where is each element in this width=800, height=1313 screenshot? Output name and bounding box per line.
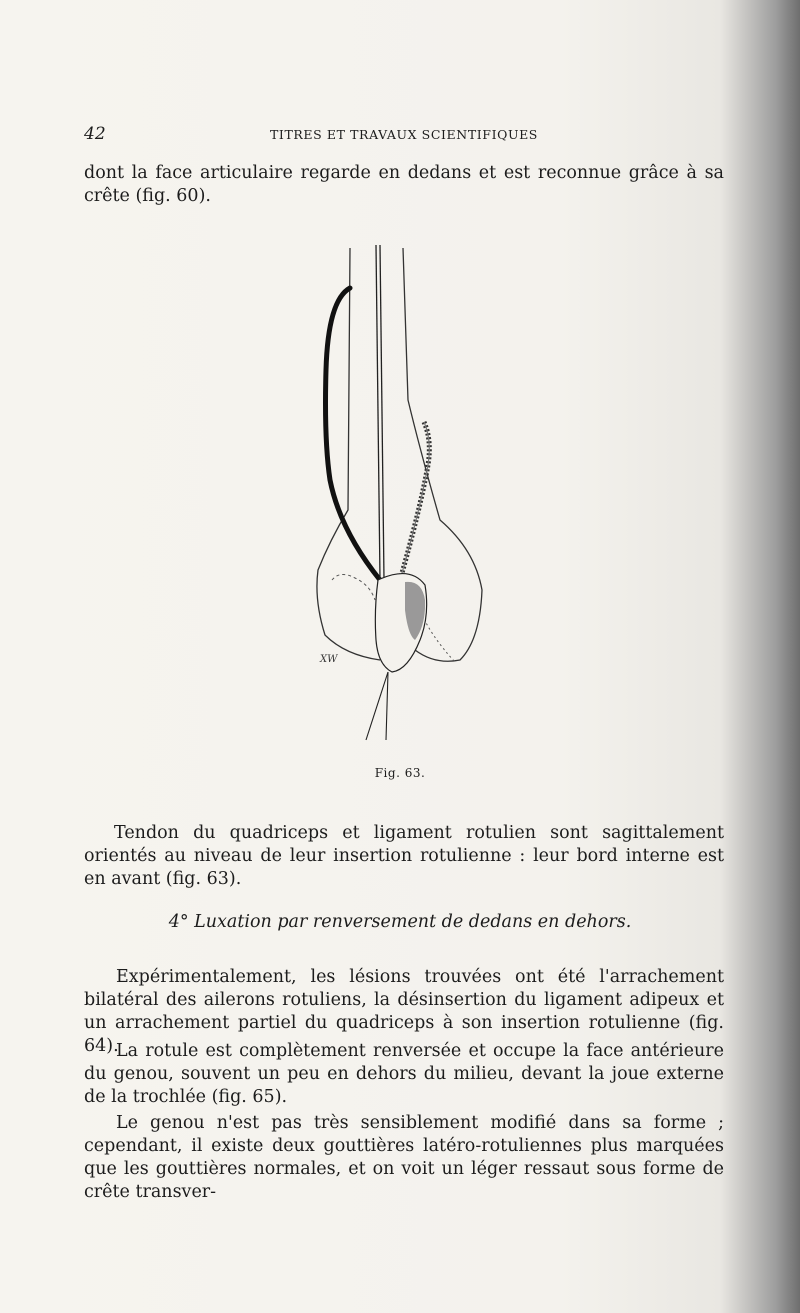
paragraph-intro: dont la face articulaire regarde en dedans et est reconnue grâce à sa crête (fig. 60). bbox=[84, 163, 724, 206]
patellar-ligament-2 bbox=[386, 672, 388, 740]
braided-ligament bbox=[400, 422, 429, 580]
central-rod-2 bbox=[380, 245, 384, 580]
page-header bbox=[84, 124, 724, 146]
paragraph-knee-shape: Le genou n'est pas très sensiblement modifié dans sa forme ; cependant, il existe deux gouttières latéro-rotuliennes plus marquées que les gouttières normales, et on voit un léger ressaut sous forme de crête transver- bbox=[84, 1113, 724, 1202]
paragraph-figure-note: Tendon du quadriceps et ligament rotulien sont sagittalement orientés au niveau de leur insertion rotulienne : leur bord interne est en avant (fig. 63). bbox=[84, 823, 724, 889]
central-rod-1 bbox=[376, 245, 380, 580]
page-number: 42 bbox=[84, 124, 106, 144]
paragraph-experimental: Expérimentalement, les lésions trouvées ont été l'arrachement bilatéral des ailerons rotuliens, la désinsertion du ligament adipeux et un arrachement partiel du quadriceps à son insertion rotulienne (fig. 64). bbox=[84, 967, 724, 1056]
running-title: TITRES ET TRAVAUX SCIENTIFIQUES bbox=[270, 127, 538, 142]
condyle-line bbox=[332, 574, 375, 600]
figure-63-knee-illustration bbox=[270, 240, 520, 750]
paragraph-patella-position: La rotule est complètement renversée et occupe la face antérieure du genou, souvent un peu en dehors du milieu, devant la joue externe de la trochlée (fig. 65). bbox=[84, 1041, 724, 1107]
figure-caption: Fig. 63. bbox=[374, 766, 426, 780]
patellar-ligament bbox=[366, 672, 388, 740]
section-subheading: 4° Luxation par renversement de dedans en dehors. bbox=[168, 912, 632, 932]
figure-signature: XW bbox=[320, 654, 338, 665]
